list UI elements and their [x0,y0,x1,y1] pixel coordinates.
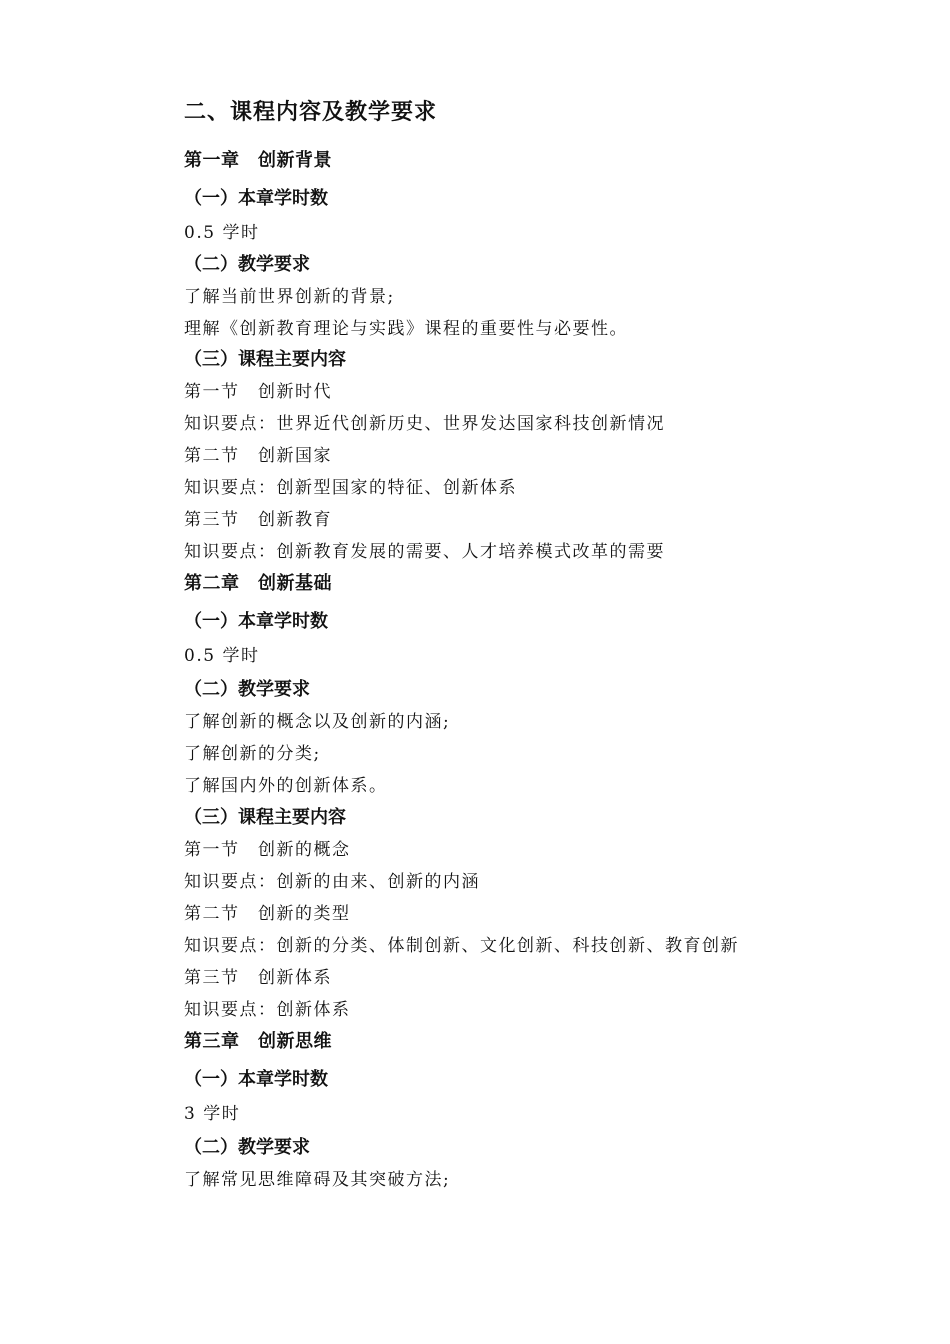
requirement-item: 了解国内外的创新体系。 [184,776,388,796]
hours-value: 3 学时 [184,1104,241,1124]
requirements-heading: （二）教学要求 [184,679,310,700]
requirements-heading: （二）教学要求 [184,1137,310,1158]
section-title-item: 第三节 创新体系 [184,968,332,988]
chapter-title: 第一章 创新背景 [184,150,332,171]
section-title-item: 第三节 创新教育 [184,510,332,530]
section-title-item: 第一节 创新的概念 [184,840,351,860]
section-title-item: 第一节 创新时代 [184,382,332,402]
requirement-item: 了解常见思维障碍及其突破方法; [184,1170,451,1190]
knowledge-points: 知识要点：创新的由来、创新的内涵 [184,872,480,892]
content-heading: （三）课程主要内容 [184,349,346,370]
hours-heading: （一）本章学时数 [184,1069,328,1090]
requirement-item: 了解创新的概念以及创新的内涵; [184,712,451,732]
section-title-item: 第二节 创新的类型 [184,904,351,924]
requirement-item: 了解创新的分类; [184,744,321,764]
knowledge-points: 知识要点：创新体系 [184,1000,351,1020]
chapter-title: 第二章 创新基础 [184,573,332,594]
knowledge-points: 知识要点：创新型国家的特征、创新体系 [184,478,517,498]
requirement-item: 理解《创新教育理论与实践》课程的重要性与必要性。 [184,319,628,339]
requirements-heading: （二）教学要求 [184,254,310,275]
knowledge-points: 知识要点：世界近代创新历史、世界发达国家科技创新情况 [184,414,665,434]
knowledge-points: 知识要点：创新的分类、体制创新、文化创新、科技创新、教育创新 [184,936,739,956]
section-title: 二、课程内容及教学要求 [184,100,438,125]
hours-value: 0.5 学时 [184,646,260,666]
chapter-title: 第三章 创新思维 [184,1031,332,1052]
hours-heading: （一）本章学时数 [184,611,328,632]
hours-heading: （一）本章学时数 [184,188,328,209]
hours-value: 0.5 学时 [184,223,260,243]
knowledge-points: 知识要点：创新教育发展的需要、人才培养模式改革的需要 [184,542,665,562]
content-heading: （三）课程主要内容 [184,807,346,828]
section-title-item: 第二节 创新国家 [184,446,332,466]
requirement-item: 了解当前世界创新的背景; [184,287,395,307]
